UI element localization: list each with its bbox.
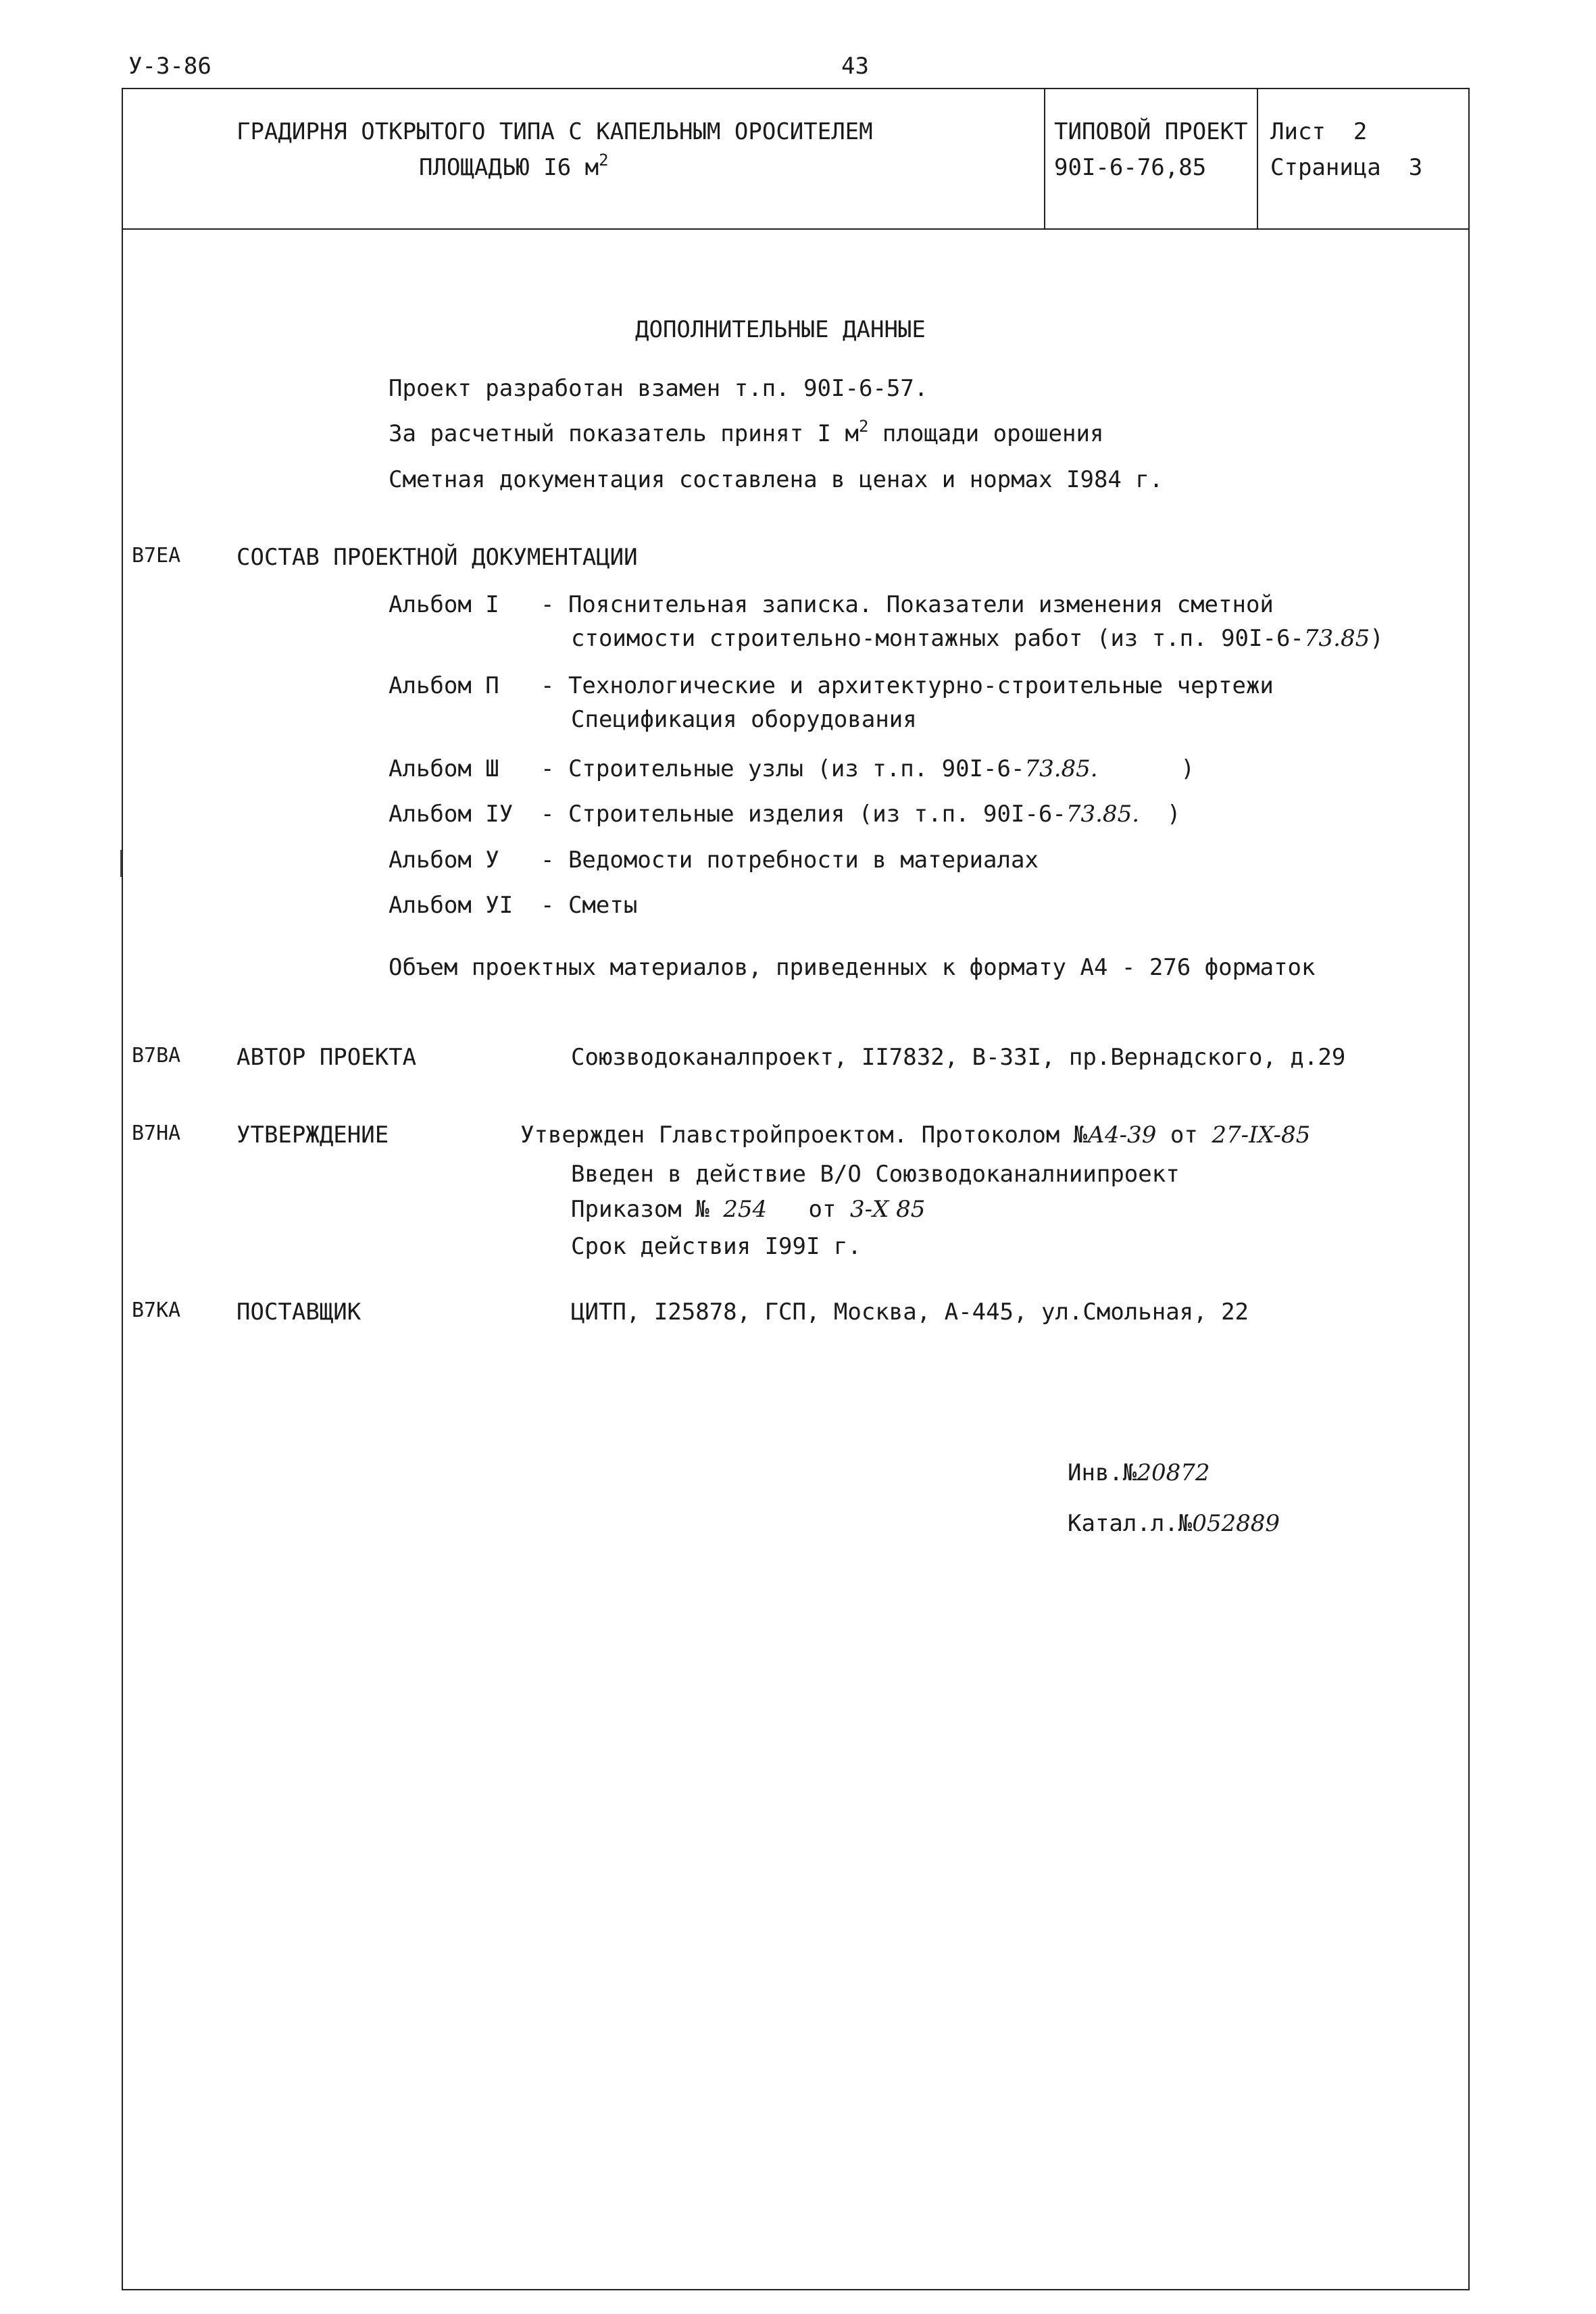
section-code: В7КА <box>132 1299 181 1322</box>
page-field: Страница 3 <box>1270 154 1423 181</box>
project-label: ТИПОВОЙ ПРОЕКТ <box>1054 118 1248 145</box>
margin-tick <box>120 850 122 877</box>
supplier-value: ЦИТП, I25878, ГСП, Москва, А-445, ул.Смольная, 22 <box>571 1299 1249 1326</box>
album-description: стоимости строительно-монтажных работ (из т.п. 90I-6-73.85) <box>571 625 1384 652</box>
header-column-divider <box>1044 88 1045 230</box>
approval-label: УТВЕРЖДЕНИЕ <box>236 1122 389 1149</box>
album-description: - Строительные изделия (из т.п. 90I-6-73.85. ) <box>541 801 1181 828</box>
text-line: Сметная документация составлена в ценах и нормах I984 г. <box>389 466 1164 493</box>
catalog-number: Катал.л.№052889 <box>1068 1510 1280 1537</box>
album-name: Альбом П <box>389 672 499 699</box>
album-description: - Сметы <box>541 892 638 919</box>
album-description: - Пояснительная записка. Показатели изменения сметной <box>541 591 1274 618</box>
album-description: - Строительные узлы (из т.п. 90I-6-73.85. ) <box>541 755 1195 782</box>
frame-right-border <box>1468 88 1470 2290</box>
album-description: - Технологические и архитектурно-строительные чертежи <box>541 672 1274 699</box>
inventory-number: Инв.№20872 <box>1068 1459 1210 1486</box>
title-line-1: ГРАДИРНЯ ОТКРЫТОГО ТИПА С КАПЕЛЬНЫМ ОРОСИТЕЛЕМ <box>236 118 873 145</box>
section-code: В7ВА <box>132 1044 181 1067</box>
frame-bottom-border <box>122 2289 1470 2290</box>
supplier-label: ПОСТАВЩИК <box>236 1299 361 1326</box>
text-line: За расчетный показатель принят I $м^2$ площади орошения <box>389 417 1104 447</box>
album-name: Альбом УI <box>389 892 514 919</box>
frame-top-border <box>122 88 1470 89</box>
album-description: - Ведомости потребности в материалах <box>541 847 1039 874</box>
approval-line: Приказом № 254 от 3-X 85 <box>571 1196 926 1223</box>
title-line-2: ПЛОЩАДЬЮ I6 $м^2$ <box>419 151 609 181</box>
section-title: СОСТАВ ПРОЕКТНОЙ ДОКУМЕНТАЦИИ <box>236 544 638 571</box>
page-number: 43 <box>841 53 869 80</box>
sheet-field: Лист 2 <box>1270 118 1368 145</box>
author-label: АВТОР ПРОЕКТА <box>236 1044 417 1071</box>
album-name: Альбом IУ <box>389 801 514 828</box>
project-number: 90I-6-76,85 <box>1054 154 1207 181</box>
approval-line: Введен в действие В/О Союзводоканалниипроект <box>571 1161 1180 1188</box>
approval-line: Утвержден Главстройпроектом. Протоколом №А4-39 от 27-IX-85 <box>520 1122 1311 1149</box>
album-name: Альбом Ш <box>389 755 499 782</box>
section-code: В7ЕА <box>132 544 181 568</box>
text-line: Проект разработан взамен т.п. 90I-6-57. <box>389 375 928 402</box>
document-code: У-3-86 <box>128 53 211 80</box>
author-value: Союзводоканалпроект, II7832, В-33I, пр.Вернадского, д.29 <box>571 1044 1346 1071</box>
header-divider <box>122 228 1470 230</box>
volume-note: Объем проектных материалов, приведенных к формату А4 - 276 форматок <box>389 954 1316 981</box>
margin-line <box>122 1578 123 2290</box>
section-heading: ДОПОЛНИТЕЛЬНЫЕ ДАННЫЕ <box>635 316 926 343</box>
approval-line: Срок действия I99I г. <box>571 1233 862 1260</box>
album-name: Альбом I <box>389 591 499 618</box>
header-column-divider <box>1257 88 1258 230</box>
album-name: Альбом У <box>389 847 499 874</box>
album-description: Спецификация оборудования <box>571 706 917 733</box>
section-code: В7НА <box>132 1122 181 1145</box>
